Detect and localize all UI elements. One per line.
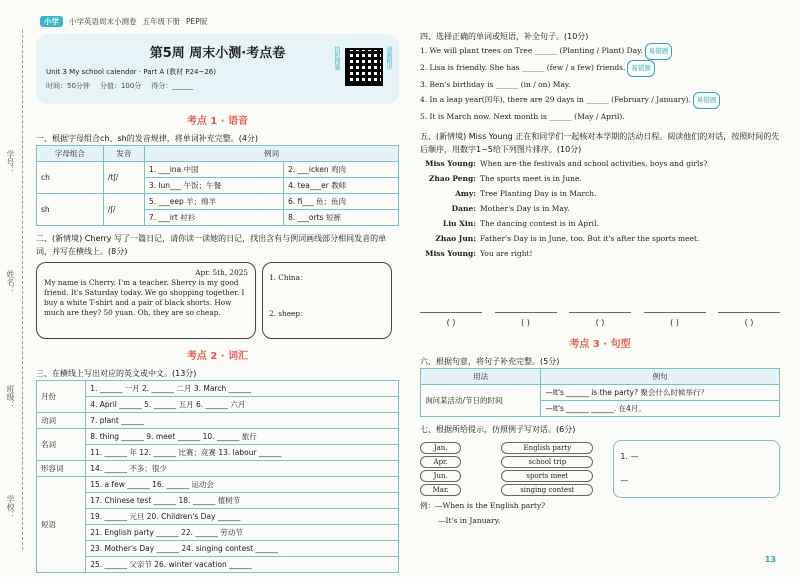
table-header: 用法 [421,369,541,385]
example-dialogue [420,498,780,528]
dialogue-line: Amy: Tree Planting Day is in March. [455,189,597,198]
table-cell: /ʃ/ [103,194,144,226]
sentence-item[interactable]: 5. It is March now. Next month is ______ (May / April). [420,112,625,121]
month-tag: Jun. [420,470,461,482]
got-score-label: 得分：______ [151,82,194,90]
event-tag: school trip [501,456,593,468]
top-bar [40,16,207,27]
table-cell[interactable]: 5. ___eep 羊；绵羊 [144,194,283,210]
error-prone-badge: 易错题 [627,60,655,77]
question-7: 七、根据所给提示，仿照例子写对话。(6分) [420,425,576,434]
vocab-cell[interactable]: 14. ______ 不多；很少 [86,461,399,477]
table-header: 例句 [541,369,780,385]
grade-label: 五年级下册 [142,17,180,26]
name-label: 姓名： [6,270,15,294]
margin-dashed-line [22,30,23,550]
example-cell[interactable]: —It's ______ is the party? 聚会什么时候举行？ [541,385,780,401]
dancing-contest-picture [644,271,706,313]
table-cell: ch [37,162,104,194]
qr-code-icon [345,48,383,86]
order-blank[interactable]: ( ) [670,318,679,327]
brand-logo: 小学 [40,16,63,27]
tree-planting-picture [420,271,482,313]
dialogue-line: Zhao Jun: Father's Day is in June, too. But it's after the sports meet. [435,234,700,243]
dialogue-line: Dane: Mother's Day is in May. [451,204,570,213]
example-answer: —It's in January. [438,516,501,525]
event-tag: singing contest [501,484,593,496]
question-4: 四、选择正确的单词或短语，补全句子。(10分) [420,32,589,41]
category-cell: 名词 [37,429,86,461]
exam-meta [46,81,389,91]
table-cell: /tʃ/ [103,162,144,194]
usage-cell: 询问某活动/节日的时间 [421,385,541,417]
sentence-pattern-table [420,368,780,417]
event-tag: English party [501,442,593,454]
section-vocabulary-title: 考点 2 · 词汇 [186,351,249,362]
phonics-table [36,145,399,226]
series-title: 小学英语周末小测卷 [69,17,137,26]
category-cell: 月份 [37,381,86,413]
error-prone-badge: 易错题 [645,43,673,60]
sentence-item[interactable]: 1. We will plant trees on Tree ______ (Planting / Plant) Day. 易错题 [420,43,780,60]
question-2: 二、(新情境) Cherry 写了一篇日记，请你读一读她的日记，找出含有与例词画线部分相同发音的单词，并写在横线上。(8分) [36,234,387,256]
category-cell: 形容词 [37,461,86,477]
time-label: 时间：50分钟 [46,82,90,90]
dialogue-line: Zhao Peng: The sports meet is in June. [428,174,582,183]
question-5: 五、(新情境) Miss Young 正在和同学们一起核对本学期的活动日程。阅读他们的对话，按照时间的先后顺序，用数字1~5给下列图片排序。(10分) [420,132,780,154]
table-cell[interactable]: 7. ___irt 衬衫 [144,210,283,226]
sentence-item[interactable]: 3. Ben's birthday is ______ (in / on) May. [420,80,571,89]
order-blank[interactable]: ( ) [595,318,605,327]
category-cell: 动词 [37,413,86,429]
sentence-item[interactable]: 4. In a leap year(闰年), there are 29 days in ______ (February / January). 易错题 [420,92,780,109]
unit-line: Unit 3 My school calendor · Part A (教材 P24~26) [46,68,216,76]
photo-search-label: 拍照搜题 [333,46,340,70]
question-3: 三、在横线上写出对应的英文或中文。(13分) [36,369,197,378]
vocab-cell[interactable]: 11. ______ 年 12. ______ 比赛；竞赛 13. labour ______ [86,445,399,461]
fill-in-sentences [420,43,780,124]
order-blank[interactable]: ( ) [744,318,754,327]
paper-title: 第5周 周末小测·考点卷 [149,46,286,61]
diary-text: My name is Cherry. I'm a teacher. Sherry is my good friend. It's Saturday today. We go shopping together. I buy a white T-shirt and a pair of black shorts. How much are they? 50 yuan. Oh, they are so cheap. [44,278,245,317]
event-tag: sports meet [501,470,593,482]
writing-box[interactable] [613,440,780,498]
example-question: 例：—When is the English party? [420,501,546,510]
vocabulary-table [36,380,399,573]
fathers-day-picture [718,271,780,313]
mothers-day-picture [569,271,631,313]
error-prone-badge: 易错题 [693,92,721,109]
dialogue-line: Liu Xin: The dancing contest is in April. [442,219,599,228]
diary-date: Apr. 5th, 2025 [195,268,248,277]
paper-header [36,34,399,104]
video-lesson-label: 视频精讲 [385,46,392,70]
table-header: 字母组合 [37,146,104,162]
answer-box [262,262,392,339]
vocab-cell[interactable]: 4. April ______ 5. ______ 五月 6. ______ 六月 [86,397,399,413]
table-cell[interactable]: 1. ___ina 中国 [144,162,283,178]
vocab-cell[interactable]: 19. ______ 元旦 20. Children's Day ______ [86,509,399,525]
score-label: 分值：100分 [99,82,142,90]
question-1: 一、根据字母组合ch、sh的发音规律，将单词补充完整。(4分) [36,134,259,143]
sentence-item[interactable]: 2. Lisa is friendly. She has ______ (few / a few) friends. 易错题 [420,60,780,77]
vocab-cell[interactable]: 1. ______ 一月 2. ______ 二月 3. March ______ [86,381,399,397]
dialogue-list [420,156,780,261]
answer-line-china[interactable]: 1. China： [269,273,308,282]
example-cell[interactable]: —It's ______ ______. 在4月。 [541,401,780,417]
table-cell[interactable]: 3. lun___ 午饭；午餐 [144,178,283,194]
vocab-cell[interactable]: 7. plant ______ [86,413,399,429]
class-label: 班级： [6,385,15,409]
month-tag: Mar. [420,484,461,496]
school-label: 学校： [6,495,15,519]
write-line-2[interactable]: — [620,476,629,485]
vocab-cell[interactable]: 15. a few ______ 16. ______ 运动会 [86,477,399,493]
table-cell[interactable]: 2. ___icken 鸡肉 [284,162,399,178]
section-phonics-title: 考点 1 · 语音 [186,116,249,127]
dialogue-line: Miss Young: You are right! [425,249,533,258]
edition-label: PEP版 [186,17,208,26]
diary-box [36,262,256,339]
answer-line-sheep[interactable]: 2. sheep： [269,309,308,318]
sports-meet-picture [495,271,557,313]
diary-section [36,262,399,339]
picture-row [420,271,780,327]
question-6: 六、根据句意，将句子补充完整。(5分) [420,357,560,366]
vocab-cell[interactable]: 21. English party ______ 22. ______ 劳动节 [86,525,399,541]
page-number: 13 [764,555,776,564]
table-cell[interactable]: 4. tea___er 教师 [284,178,399,194]
right-column [420,30,780,528]
table-cell: sh [37,194,104,226]
table-cell[interactable]: 8. ___orts 短裤 [284,210,399,226]
table-header: 例词 [144,146,398,162]
section-sentence-title: 考点 3 · 句型 [569,339,631,350]
left-column [36,34,399,573]
month-tag: Apr. [420,456,461,468]
write-line-1[interactable]: 1. — [620,452,639,461]
matching-area [420,440,780,498]
vocab-cell[interactable]: 23. Mother's Day ______ 24. singing contest ______ [86,541,399,557]
category-cell: 短语 [37,477,86,573]
vocab-cell[interactable]: 8. thing ______ 9. meet ______ 10. ______ 旅行 [86,429,399,445]
order-blank[interactable]: ( ) [446,318,456,327]
vocab-cell[interactable]: 17. Chinese test ______ 18. ______ 植树节 [86,493,399,509]
table-cell[interactable]: 6. fi___ 鱼；鱼肉 [284,194,399,210]
vocab-cell[interactable]: 25. ______ 父亲节 26. winter vacation ______ [86,557,399,573]
month-tag: Jan. [420,442,461,454]
dialogue-line: Miss Young: When are the festivals and school activities, boys and girls? [425,159,708,168]
table-header: 发音 [103,146,144,162]
order-blank[interactable]: ( ) [521,318,530,327]
student-number-label: 学号： [6,150,15,174]
